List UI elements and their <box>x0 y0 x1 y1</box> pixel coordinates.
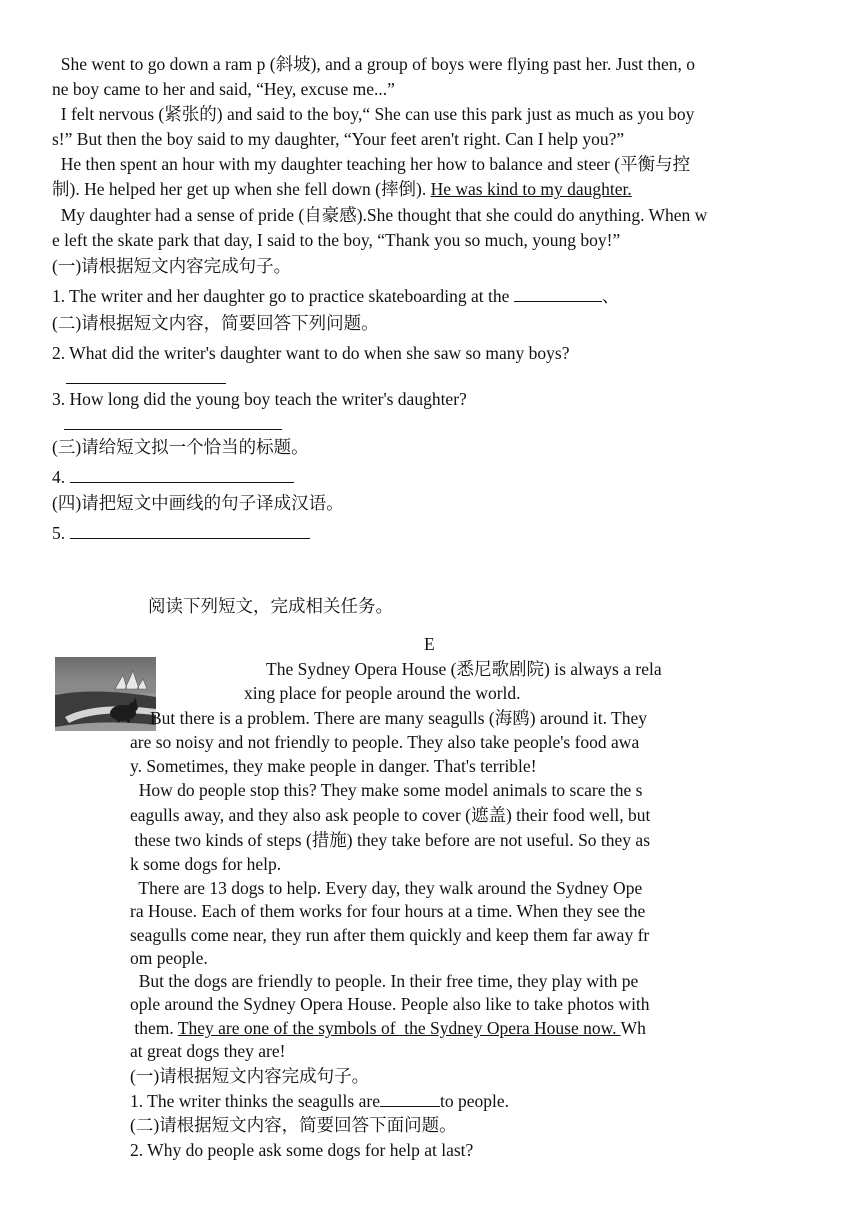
answer-blank-3[interactable] <box>64 413 282 430</box>
passage-e-line-17: at great dogs they are! <box>130 1041 286 1061</box>
passage-letter: E <box>424 634 435 654</box>
question-3: 3. How long did the young boy teach the writer's daughter? <box>52 389 467 409</box>
question-2: 2. What did the writer's daughter want to do when she saw so many boys? <box>52 343 570 363</box>
passage-e-line-6: How do people stop this? They make some model animals to scare the s <box>130 780 643 800</box>
passage-e-line-1: The Sydney Opera House (悉尼歌剧院) is always a rela <box>266 659 662 679</box>
passage-d-line-4: s!” But then the boy said to my daughter, “Your feet aren't right. Can I help you?” <box>52 129 625 149</box>
section-heading-e1: (一)请根据短文内容完成句子。 <box>130 1066 370 1086</box>
answer-blank-4[interactable] <box>70 466 294 483</box>
question-4 <box>52 466 294 488</box>
passage-d-line-1: She went to go down a ram p (斜坡), and a group of boys were flying past her. Just then, o <box>52 54 696 74</box>
question-e2: 2. Why do people ask some dogs for help at last? <box>130 1140 474 1160</box>
underlined-sentence: He was kind to my daughter. <box>430 179 632 199</box>
passage-e-line-14: But the dogs are friendly to people. In their free time, they play with pe <box>130 971 639 991</box>
question-e1-text: 1. The writer thinks the seagulls are <box>130 1091 380 1111</box>
passage-e-line-13: om people. <box>130 948 208 968</box>
answer-blank-e1[interactable] <box>380 1090 440 1107</box>
passage-e-line-12: seagulls come near, they run after them quickly and keep them far away fr <box>130 925 650 945</box>
underlined-sentence: They are one of the symbols of the Sydney Opera House now. <box>177 1018 621 1038</box>
reading-instruction: 阅读下列短文，完成相关任务。 <box>148 596 393 616</box>
passage-e-line-8: these two kinds of steps (措施) they take before are not useful. So they as <box>130 830 651 850</box>
passage-d-line-7: My daughter had a sense of pride (自豪感).She thought that she could do anything. When w <box>52 205 708 225</box>
question-1-text: 1. The writer and her daughter go to practice skateboarding at the <box>52 286 514 306</box>
question-1 <box>52 285 619 307</box>
answer-blank-5[interactable] <box>70 522 310 539</box>
section-heading-4: (四)请把短文中画线的句子译成汉语。 <box>52 493 344 513</box>
section-heading-3: (三)请给短文拟一个恰当的标题。 <box>52 437 309 457</box>
passage-e-line-5: y. Sometimes, they make people in danger. That's terrible! <box>130 756 537 776</box>
question-5-number: 5. <box>52 523 70 543</box>
passage-d-line-8: e left the skate park that day, I said to the boy, “Thank you so much, young boy!” <box>52 230 621 250</box>
question-5 <box>52 522 310 544</box>
passage-e-line-16 <box>130 1017 646 1039</box>
passage-d-line-2: ne boy came to her and said, “Hey, excuse me...” <box>52 79 395 99</box>
question-e1-suffix: to people. <box>439 1091 509 1111</box>
passage-d-line-5: He then spent an hour with my daughter teaching her how to balance and steer (平衡与控 <box>52 154 691 174</box>
passage-d-line-3: I felt nervous (紧张的) and said to the boy,“ She can use this park just as much as you boy <box>52 104 695 124</box>
passage-e-line-10: There are 13 dogs to help. Every day, they walk around the Sydney Ope <box>130 878 643 898</box>
section-heading-2: (二)请根据短文内容，简要回答下列问题。 <box>52 313 379 333</box>
question-e1 <box>130 1090 509 1112</box>
section-heading-1: (一)请根据短文内容完成句子。 <box>52 256 292 276</box>
passage-d-line-6 <box>52 178 632 200</box>
question-4-number: 4. <box>52 467 70 487</box>
passage-e-line-7: eagulls away, and they also ask people to cover (遮盖) their food well, but <box>130 805 651 825</box>
passage-e-line-11: ra House. Each of them works for four hours at a time. When they see the <box>130 901 646 921</box>
answer-blank-1[interactable] <box>514 285 602 302</box>
passage-e-line-2: xing place for people around the world. <box>244 683 521 703</box>
question-1-suffix: 、 <box>601 286 620 306</box>
passage-e-text: them. <box>130 1018 178 1038</box>
passage-d-text: 制). He helped her get up when she fell down (摔倒). <box>52 179 431 199</box>
passage-e-line-15: ople around the Sydney Opera House. People also like to take photos with <box>130 994 650 1014</box>
passage-e-line-4: are so noisy and not friendly to people. They also take people's food awa <box>130 732 640 752</box>
sydney-opera-house-photo <box>55 657 156 731</box>
passage-e-line-9: k some dogs for help. <box>130 854 282 874</box>
section-heading-e2: (二)请根据短文内容，简要回答下面问题。 <box>130 1115 457 1135</box>
answer-blank-2[interactable] <box>66 367 226 384</box>
passage-e-text-end: Wh <box>620 1018 646 1038</box>
passage-e-line-3: But there is a problem. There are many seagulls (海鸥) around it. They <box>150 708 647 728</box>
